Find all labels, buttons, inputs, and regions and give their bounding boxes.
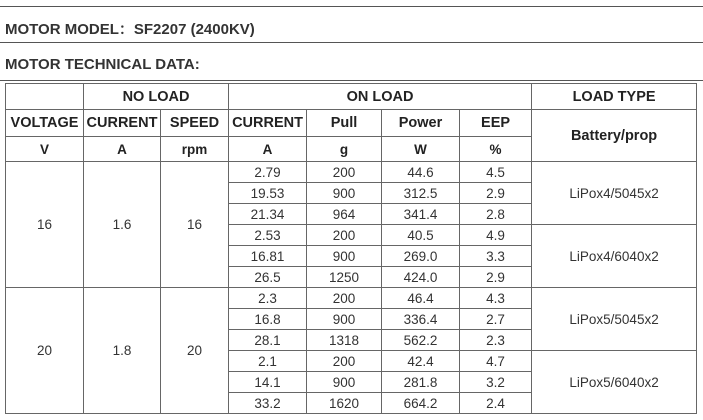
no-load-header: NO LOAD bbox=[84, 84, 229, 110]
load-type-header: LOAD TYPE bbox=[532, 84, 697, 110]
load-type-cell: LiPox4/5045x2 bbox=[532, 162, 697, 225]
power-cell: 42.4 bbox=[382, 351, 460, 372]
current-cell: 2.53 bbox=[229, 225, 307, 246]
divider bbox=[0, 80, 703, 81]
divider bbox=[0, 42, 703, 43]
current-cell: 21.34 bbox=[229, 204, 307, 225]
unit-power: W bbox=[382, 137, 460, 162]
power-cell: 664.2 bbox=[382, 393, 460, 414]
eep-cell: 3.2 bbox=[460, 372, 532, 393]
eep-cell: 2.7 bbox=[460, 309, 532, 330]
pull-cell: 200 bbox=[307, 351, 382, 372]
pull-cell: 200 bbox=[307, 288, 382, 309]
unit-eep: % bbox=[460, 137, 532, 162]
current-cell: 2.3 bbox=[229, 288, 307, 309]
current-cell: 2.1 bbox=[229, 351, 307, 372]
power-cell: 44.6 bbox=[382, 162, 460, 183]
speed-cell: 20 bbox=[161, 288, 229, 414]
eep-cell: 2.8 bbox=[460, 204, 532, 225]
voltage-cell: 20 bbox=[6, 288, 84, 414]
power-cell: 562.2 bbox=[382, 330, 460, 351]
current-cell: 16.8 bbox=[229, 309, 307, 330]
col-power: Power bbox=[382, 110, 460, 137]
noload-current-cell: 1.6 bbox=[84, 162, 161, 288]
power-cell: 312.5 bbox=[382, 183, 460, 204]
pull-cell: 900 bbox=[307, 246, 382, 267]
col-pull: Pull bbox=[307, 110, 382, 137]
col-speed: SPEED bbox=[161, 110, 229, 137]
blank-header-cell bbox=[6, 84, 84, 110]
motor-model-row bbox=[0, 0, 703, 45]
eep-cell: 2.9 bbox=[460, 183, 532, 204]
motor-data-table bbox=[5, 83, 697, 414]
pull-cell: 1620 bbox=[307, 393, 382, 414]
current-cell: 2.79 bbox=[229, 162, 307, 183]
table-row bbox=[6, 288, 697, 309]
pull-cell: 1250 bbox=[307, 267, 382, 288]
current-cell: 14.1 bbox=[229, 372, 307, 393]
current-cell: 16.81 bbox=[229, 246, 307, 267]
pull-cell: 200 bbox=[307, 225, 382, 246]
unit-onload-current: A bbox=[229, 137, 307, 162]
eep-cell: 4.5 bbox=[460, 162, 532, 183]
power-cell: 281.8 bbox=[382, 372, 460, 393]
unit-voltage: V bbox=[6, 137, 84, 162]
power-cell: 269.0 bbox=[382, 246, 460, 267]
power-cell: 341.4 bbox=[382, 204, 460, 225]
eep-cell: 4.9 bbox=[460, 225, 532, 246]
pull-cell: 900 bbox=[307, 309, 382, 330]
eep-cell: 4.7 bbox=[460, 351, 532, 372]
technical-data-title: MOTOR TECHNICAL DATA: bbox=[5, 56, 200, 73]
eep-cell: 2.3 bbox=[460, 330, 532, 351]
technical-data-row bbox=[0, 45, 703, 83]
col-onload-current: CURRENT bbox=[229, 110, 307, 137]
current-cell: 33.2 bbox=[229, 393, 307, 414]
power-cell: 424.0 bbox=[382, 267, 460, 288]
unit-noload-current: A bbox=[84, 137, 161, 162]
noload-current-cell: 1.8 bbox=[84, 288, 161, 414]
load-type-cell: LiPox5/5045x2 bbox=[532, 288, 697, 351]
load-type-cell: LiPox4/6040x2 bbox=[532, 225, 697, 288]
col-voltage: VOLTAGE bbox=[6, 110, 84, 137]
pull-cell: 900 bbox=[307, 183, 382, 204]
unit-pull: g bbox=[307, 137, 382, 162]
pull-cell: 900 bbox=[307, 372, 382, 393]
speed-cell: 16 bbox=[161, 162, 229, 288]
current-cell: 26.5 bbox=[229, 267, 307, 288]
pull-cell: 1318 bbox=[307, 330, 382, 351]
pull-cell: 964 bbox=[307, 204, 382, 225]
power-cell: 46.4 bbox=[382, 288, 460, 309]
current-cell: 28.1 bbox=[229, 330, 307, 351]
table-row bbox=[6, 162, 697, 183]
col-noload-current: CURRENT bbox=[84, 110, 161, 137]
eep-cell: 3.3 bbox=[460, 246, 532, 267]
load-type-cell: LiPox5/6040x2 bbox=[532, 351, 697, 414]
battery-prop-header: Battery/prop bbox=[532, 110, 697, 162]
col-eep: EEP bbox=[460, 110, 532, 137]
power-cell: 40.5 bbox=[382, 225, 460, 246]
top-divider bbox=[0, 6, 703, 7]
motor-model-title: MOTOR MODEL：SF2207 (2400KV) bbox=[5, 21, 255, 38]
voltage-cell: 16 bbox=[6, 162, 84, 288]
eep-cell: 2.9 bbox=[460, 267, 532, 288]
power-cell: 336.4 bbox=[382, 309, 460, 330]
eep-cell: 2.4 bbox=[460, 393, 532, 414]
current-cell: 19.53 bbox=[229, 183, 307, 204]
on-load-header: ON LOAD bbox=[229, 84, 532, 110]
eep-cell: 4.3 bbox=[460, 288, 532, 309]
unit-speed: rpm bbox=[161, 137, 229, 162]
pull-cell: 200 bbox=[307, 162, 382, 183]
